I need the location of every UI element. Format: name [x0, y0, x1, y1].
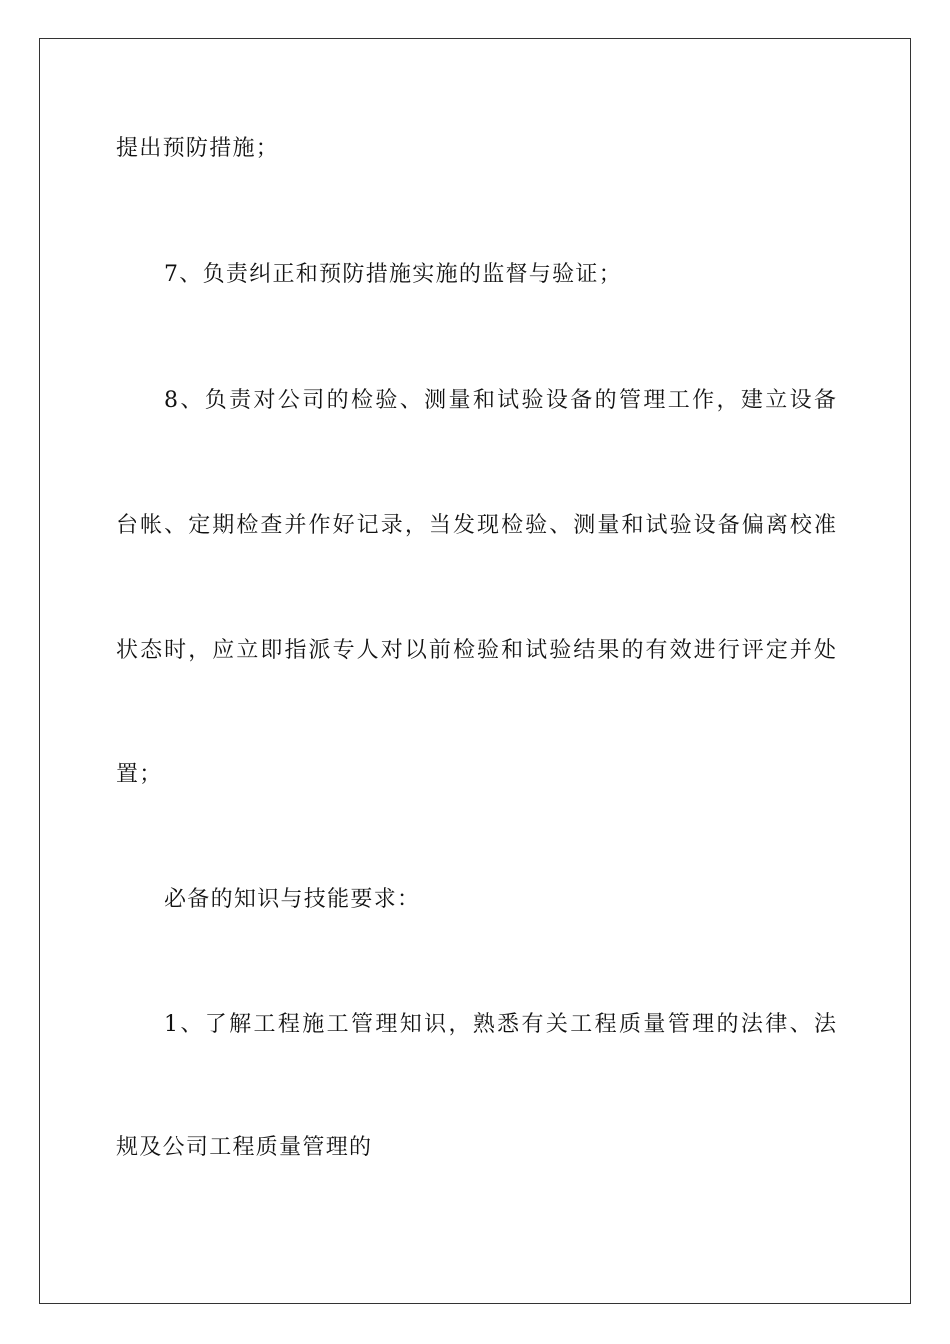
text-line-1: 提出预防措施；: [116, 136, 280, 161]
text-line-5: 状态时，应立即指派专人对以前检验和试验结果的有效进行评定并处: [116, 638, 836, 663]
text-line-3: 8、负责对公司的检验、测量和试验设备的管理工作，建立设备: [164, 388, 836, 413]
text-line-8: 1、了解工程施工管理知识，熟悉有关工程质量管理的法律、法: [164, 1012, 836, 1037]
page-border: [39, 38, 911, 1304]
text-line-2: 7、负责纠正和预防措施实施的监督与验证；: [164, 262, 622, 287]
text-line-6: 置；: [116, 762, 163, 787]
text-line-7: 必备的知识与技能要求：: [164, 887, 421, 912]
text-line-4: 台帐、定期检查并作好记录，当发现检验、测量和试验设备偏离校准: [116, 513, 836, 538]
text-line-9: 规及公司工程质量管理的: [116, 1135, 373, 1160]
